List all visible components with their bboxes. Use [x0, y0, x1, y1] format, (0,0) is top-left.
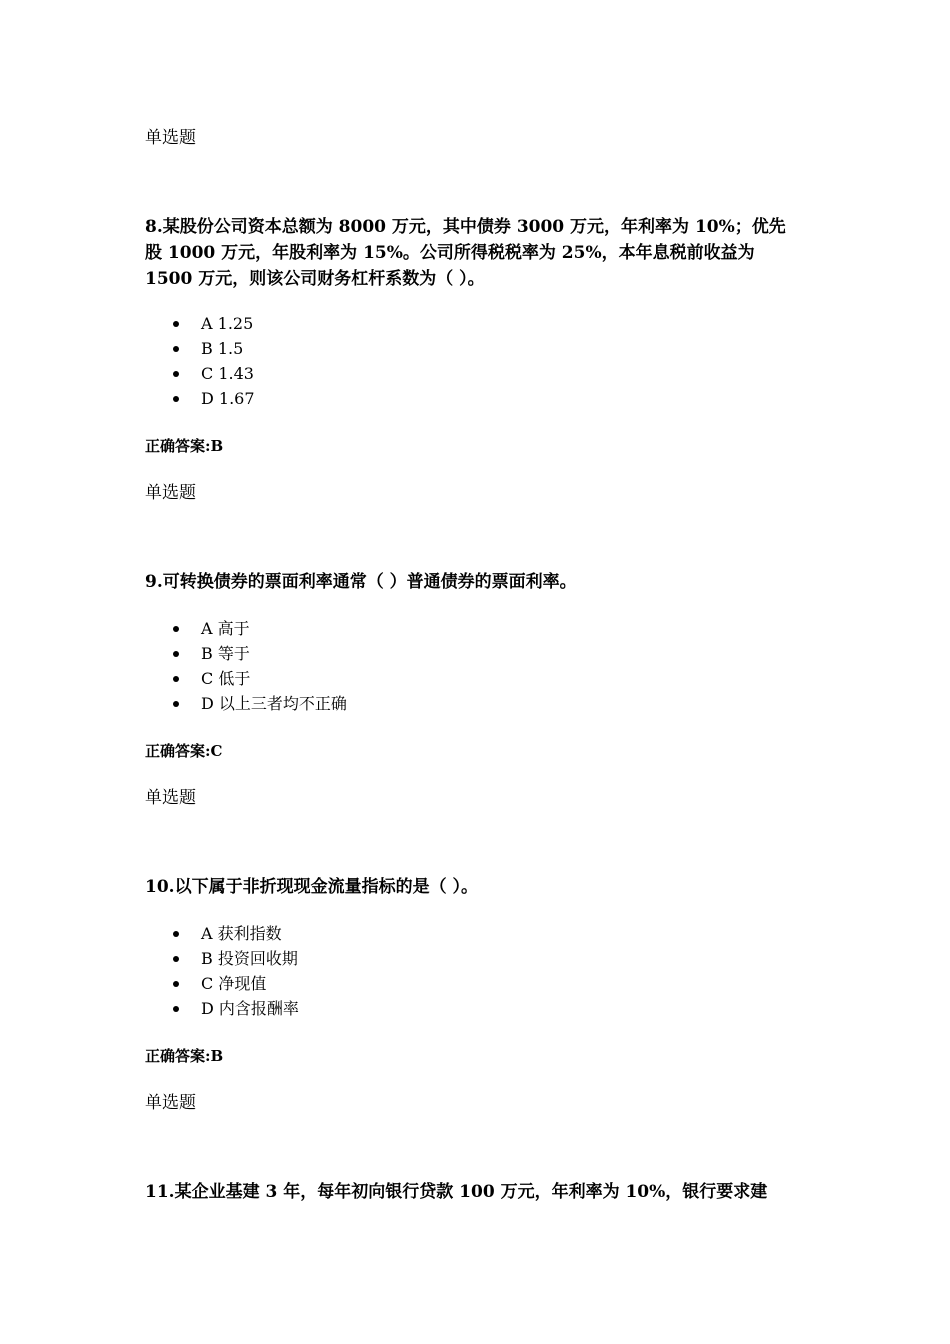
option-label: C 低于 [201, 669, 251, 688]
option-label: A 获利指数 [201, 924, 282, 943]
option-d [145, 996, 299, 1021]
bullet-icon [173, 651, 179, 657]
question-text [145, 214, 815, 292]
option-label: A 1.25 [201, 314, 254, 333]
bullet-icon [173, 346, 179, 352]
question-text [145, 1179, 815, 1205]
bullet-icon [173, 626, 179, 632]
option-b [145, 336, 255, 361]
option-b [145, 946, 299, 971]
bullet-icon [173, 321, 179, 327]
question-type-label: 单选题 [145, 788, 196, 808]
bullet-icon [173, 931, 179, 937]
option-list [145, 616, 347, 716]
option-d [145, 386, 255, 411]
option-list [145, 311, 255, 411]
question-line: 11.某企业基建 3 年，每年初向银行贷款 100 万元，年利率为 10%，银行要求建 [145, 1182, 768, 1202]
bullet-icon [173, 676, 179, 682]
option-label: D 1.67 [201, 389, 255, 408]
option-label: A 高于 [201, 619, 250, 638]
option-label: C 1.43 [201, 364, 254, 383]
option-c [145, 666, 347, 691]
correct-answer: 正确答案:C [145, 742, 223, 760]
option-label: C 净现值 [201, 974, 267, 993]
option-label: B 投资回收期 [201, 949, 298, 968]
bullet-icon [173, 981, 179, 987]
bullet-icon [173, 1006, 179, 1012]
question-type-label: 单选题 [145, 483, 196, 503]
correct-answer: 正确答案:B [145, 437, 224, 455]
option-c [145, 971, 299, 996]
bullet-icon [173, 371, 179, 377]
option-a [145, 311, 255, 336]
option-label: D 内含报酬率 [201, 999, 299, 1018]
option-list [145, 921, 299, 1021]
question-line: 10.以下属于非折现现金流量指标的是（ ）。 [145, 877, 478, 897]
question-type-label: 单选题 [145, 128, 196, 148]
correct-answer: 正确答案:B [145, 1047, 224, 1065]
option-label: B 1.5 [201, 339, 244, 358]
option-a [145, 921, 299, 946]
bullet-icon [173, 396, 179, 402]
bullet-icon [173, 701, 179, 707]
question-line: 8.某股份公司资本总额为 8000 万元，其中债券 3000 万元，年利率为 10%；优先 [145, 217, 786, 237]
option-d [145, 691, 347, 716]
bullet-icon [173, 956, 179, 962]
question-text [145, 874, 815, 900]
question-line: 股 1000 万元，年股利率为 15%。公司所得税税率为 25%，本年息税前收益为 [145, 243, 755, 263]
option-a [145, 616, 347, 641]
question-line: 1500 万元，则该公司财务杠杆系数为（ ）。 [145, 269, 485, 289]
question-line: 9.可转换债券的票面利率通常（ ）普通债券的票面利率。 [145, 572, 577, 592]
option-b [145, 641, 347, 666]
option-c [145, 361, 255, 386]
question-text [145, 569, 815, 595]
option-label: D 以上三者均不正确 [201, 694, 347, 713]
option-label: B 等于 [201, 644, 250, 663]
question-type-label: 单选题 [145, 1093, 196, 1113]
